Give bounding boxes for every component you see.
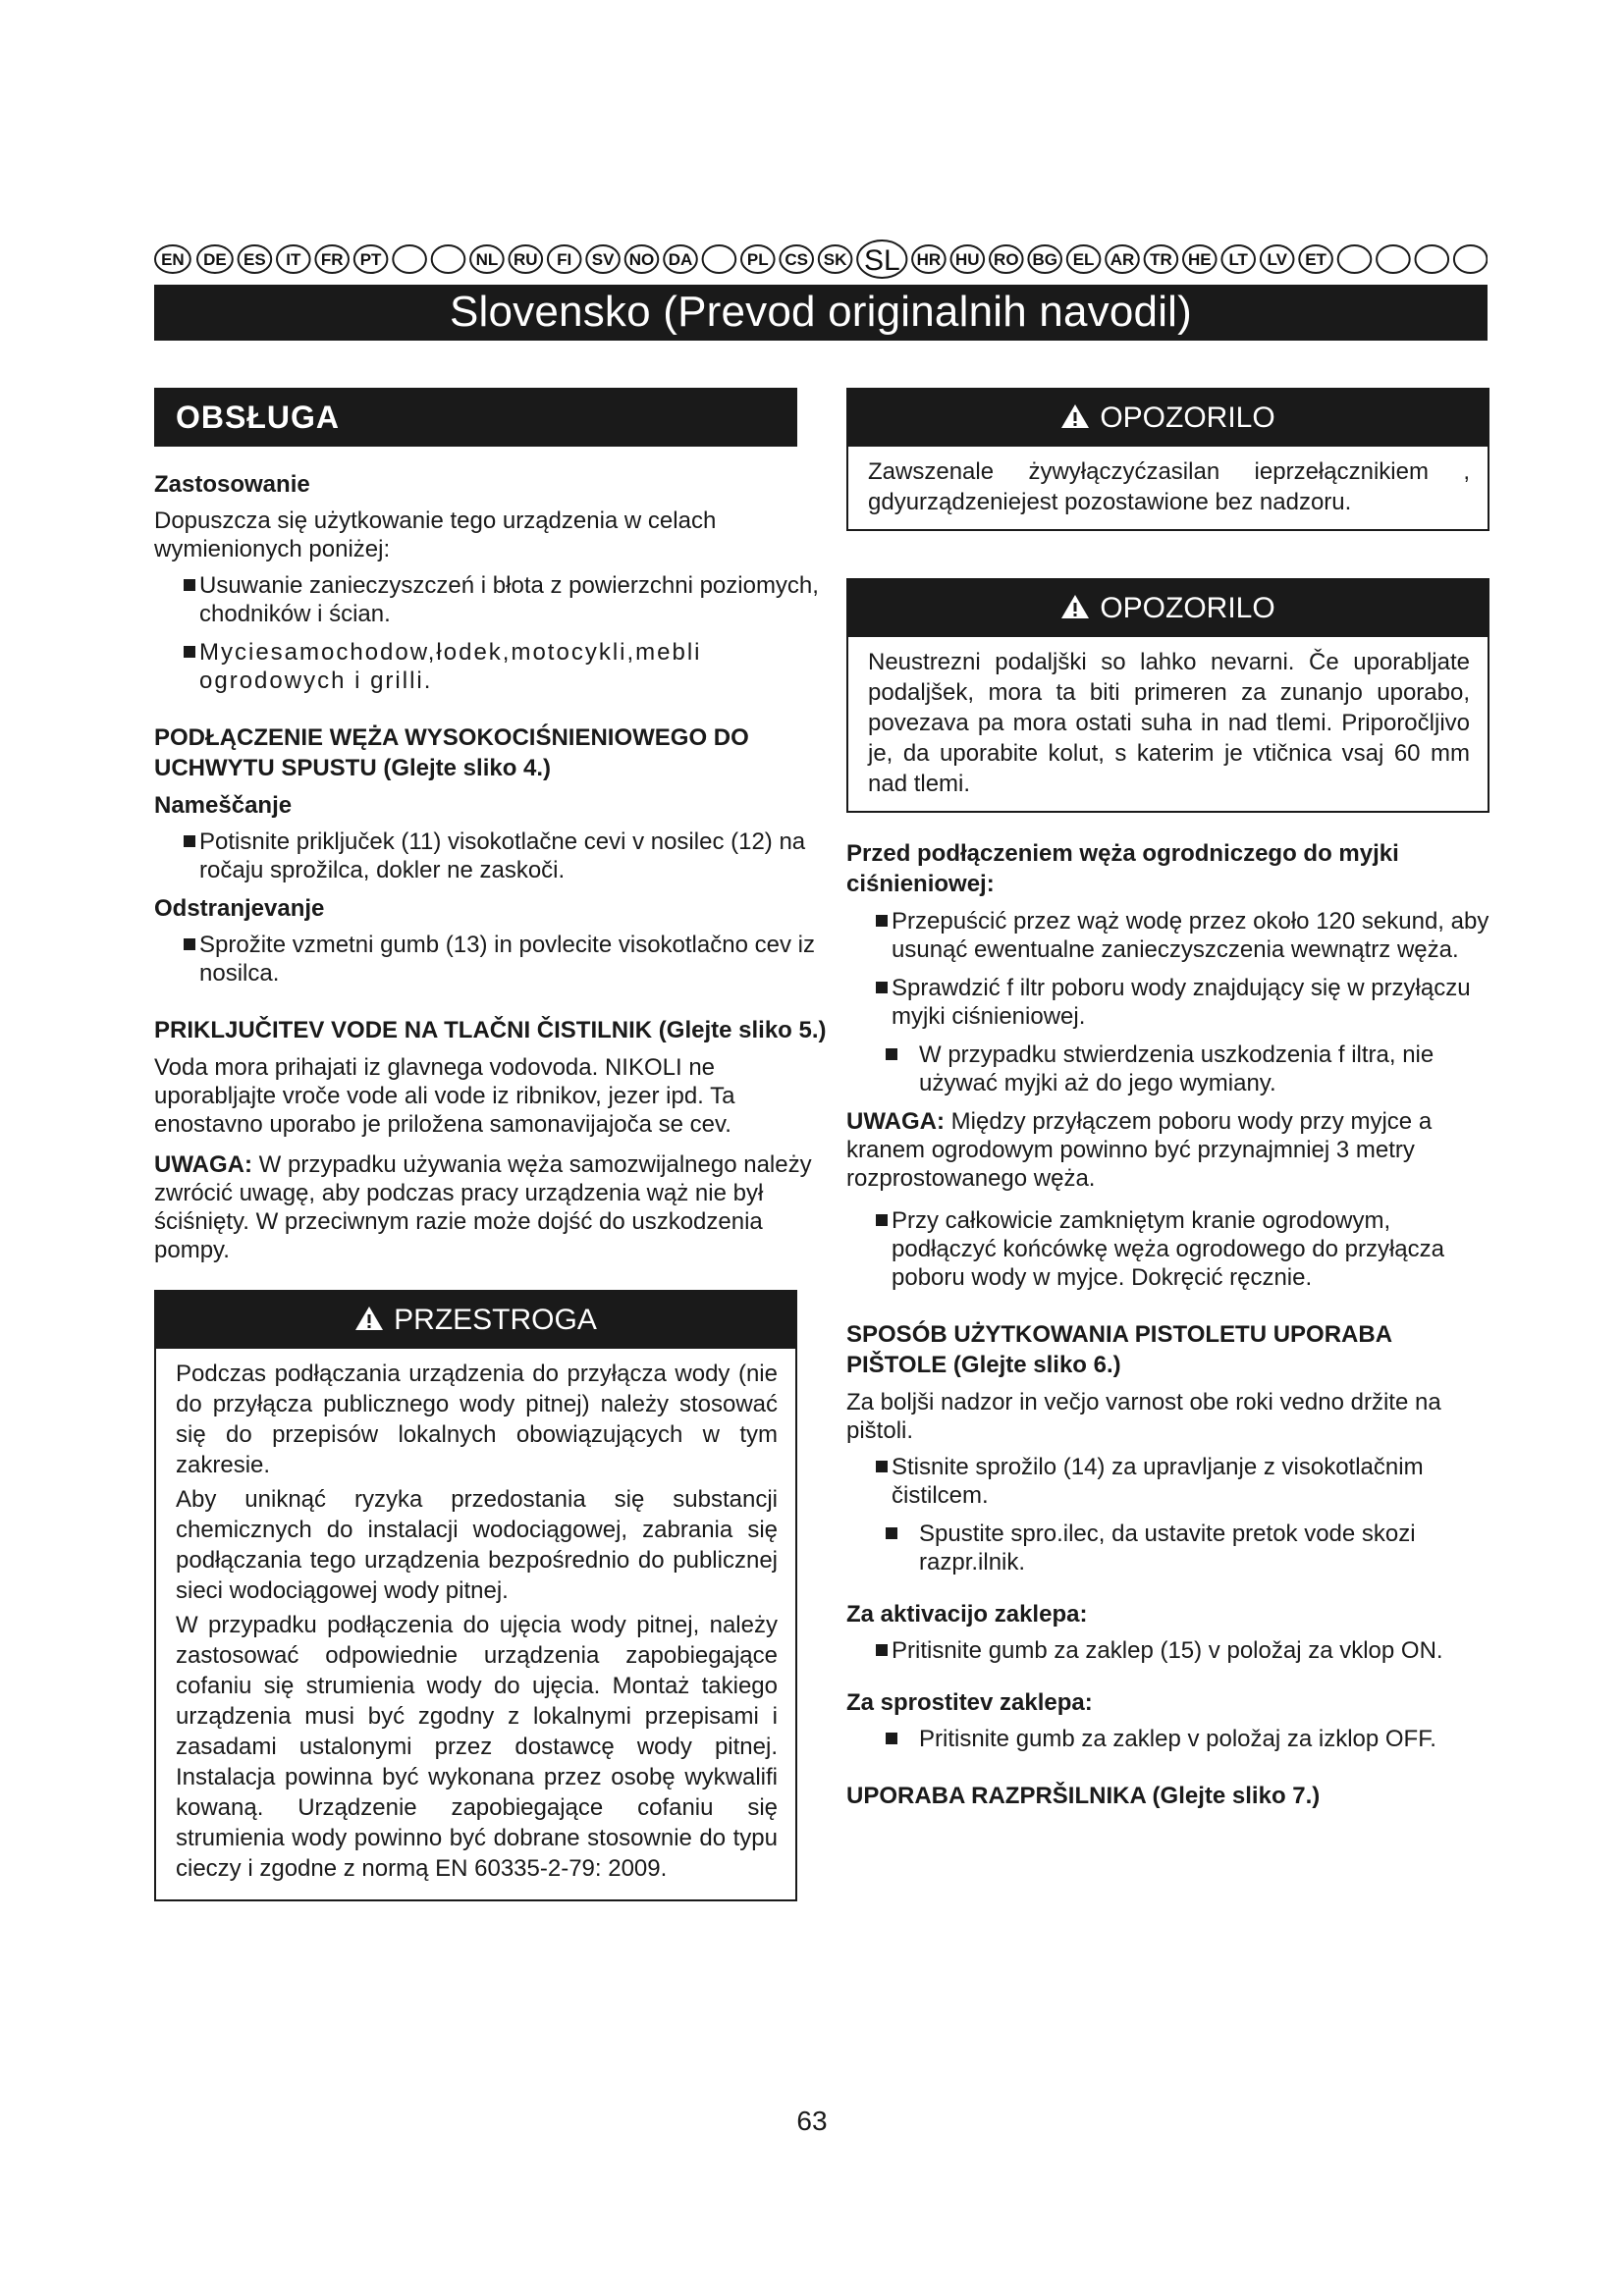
list-item (846, 1453, 1489, 1510)
page-number: 63 (796, 2106, 828, 2136)
right-column (846, 388, 1489, 1819)
language-tab-label: DA (668, 250, 693, 269)
list-przy (846, 1206, 1489, 1292)
warning-box-2 (846, 578, 1489, 813)
caution-box-title: PRZESTROGA (394, 1304, 597, 1336)
heading-razprsilnik: UPORABA RAZPRŠILNIKA (Glejte sliko 7.) (846, 1783, 1321, 1809)
list-item-text: Spustite spro.ilec, da ustavite pretok vode skozi razpr.ilnik. (919, 1521, 1416, 1575)
warning-box-header (848, 580, 1488, 637)
warning-box-title: OPOZORILO (1100, 592, 1275, 624)
note-text: Między przyłączem poboru wody przy myjce a kranem ogrodowym powinno być przynajmniej 3 metry rozprostowanego węża. (846, 1108, 1433, 1192)
list-item-text: Myciesamochodow,łodek,motocykli,mebli ogrodowych i grilli. (199, 639, 702, 694)
list-item (154, 571, 841, 628)
language-tab-label: NL (475, 250, 499, 269)
list-item (154, 828, 841, 884)
language-tab-label: LV (1267, 250, 1287, 269)
language-tab-blank-33[interactable] (1454, 245, 1488, 273)
warning-triangle-icon (1060, 594, 1090, 619)
bullet-icon (876, 982, 888, 993)
language-tab-label: EN (161, 250, 185, 269)
caution-paragraph: W przypadku podłączenia do ujęcia wody pitnej, należy zastosować odpowiednie urządzenia zapobiegające cofaniu się strumienia wody do ujęcia. Montaż takiego urządzenia musi być zgodny z lokalnymi przepisami i zasadami ustalonymi przez dostawcę wody pitnej. Instalacja powinna być wykonana przez osobę wykwalifi kowaną. Urządzenie zapobiegające cofaniu się strumienia wody powinno być dobrane stosownie do typu cieczy i zgodne z normą EN 60335-2-79: 2009. (176, 1612, 778, 1882)
list-przed (846, 907, 1489, 1031)
list-odstranjevanje (154, 931, 841, 988)
list-item-text: Stisnite sprožilo (14) za upravljanje z visokotlačnim čistilcem. (892, 1454, 1424, 1509)
language-tab-label: NO (628, 250, 655, 269)
bullet-icon (184, 646, 195, 658)
bullet-icon (876, 915, 888, 927)
heading-prikljucitev: PRIKLJUČITEV VODE NA TLAČNI ČISTILNIK (Glejte sliko 5.) (154, 1017, 827, 1043)
language-tab-label: SL (863, 244, 900, 277)
language-tab-label: ET (1305, 250, 1326, 269)
list-item (846, 907, 1489, 964)
language-tab-blank-30[interactable] (1338, 245, 1372, 273)
language-tab-label: PT (359, 250, 382, 269)
list-sposob (846, 1453, 1489, 1510)
list-item (846, 1206, 1489, 1292)
language-tab-label: AR (1110, 250, 1135, 269)
language-tabs-graphic (154, 240, 1488, 279)
list-namescanje (154, 828, 841, 884)
paragraph-sposob: Za boljši nadzor in večjo varnost obe roki vedno držite na pištoli. (846, 1389, 1441, 1444)
paragraph-prikljucitev: Voda mora prihajati iz glavnega vodovoda. NIKOLI ne uporabljajte vroče vode ali vode iz ribnikov, jezer ipd. Ta enostavno uporabo je priložena samonavijajoča se cev. (154, 1054, 735, 1138)
subheading-namescanje: Nameščanje (154, 792, 293, 819)
heading-przed-podlaczeniem: Przed podłączeniem węża ogrodniczego do myjki ciśnieniowej: (846, 840, 1399, 897)
note-text: W przypadku używania węża samozwijalnego należy zwrócić uwagę, aby podczas pracy urządzenia wąż nie był ściśnięty. W przeciwnym razie może dojść do uszkodzenia pompy. (154, 1151, 812, 1263)
subheading-zastosowanie: Zastosowanie (154, 471, 310, 498)
bullet-icon (876, 1214, 888, 1226)
warning-box-1 (846, 388, 1489, 531)
list-item (846, 1520, 1489, 1576)
language-tab-label: SK (823, 250, 847, 269)
language-tab-label: HR (916, 250, 942, 269)
language-tab-bar (154, 240, 1488, 279)
language-tab-label: DE (203, 250, 227, 269)
list-item-text: Przepuścić przez wąż wodę przez około 120 sekund, aby usunąć ewentualne zanieczyszczenia wewnątrz węża. (892, 908, 1489, 963)
language-tab-label: FI (557, 250, 572, 269)
warning-box-body: Neustrezni podaljški so lahko nevarni. Če uporabljate podaljšek, mora ta biti primeren za zunanjo uporabo, povezava pa mora ostati suha in nad tlemi. Priporočljivo je, da uporabite kolut, s katerim je vtičnica vsaj 60 mm nad tlemi. (868, 649, 1470, 797)
section-heading-obsluga: OBSŁUGA (154, 388, 797, 447)
language-tab-label: HE (1187, 250, 1212, 269)
bullet-icon (876, 1644, 888, 1656)
list-item-text: Usuwanie zanieczyszczeń i błota z powierzchni poziomych, chodników i ścian. (199, 572, 819, 627)
warning-box-body: Zawszenale żywyłączyćzasilan ieprzełącznikiem , gdyurządzeniejest pozostawione bez nadzoru. (868, 458, 1470, 515)
list-zastosowanie (154, 571, 841, 695)
language-tab-blank-7[interactable] (432, 245, 465, 273)
language-tab-label: LT (1228, 250, 1248, 269)
language-tab-blank-31[interactable] (1377, 245, 1410, 273)
list-item-text: Pritisnite gumb za zaklep v položaj za izklop OFF. (919, 1726, 1436, 1752)
language-tab-label: CS (785, 250, 809, 269)
list-item-text: Pritisnite gumb za zaklep (15) v položaj za vklop ON. (892, 1637, 1443, 1664)
language-tab-blank-14[interactable] (703, 245, 736, 273)
list-sprostitev (846, 1725, 1489, 1753)
subheading-aktivacijo: Za aktivacijo zaklepa: (846, 1601, 1088, 1628)
warning-triangle-icon (1060, 403, 1090, 429)
language-tab-label: EL (1072, 250, 1095, 269)
language-tab-label: FR (320, 250, 344, 269)
subheading-sprostitev: Za sprostitev zaklepa: (846, 1689, 1093, 1716)
language-tab-label: PL (746, 250, 769, 269)
list-item (846, 1725, 1489, 1753)
caution-paragraph: Podczas podłączania urządzenia do przyłącza wody (nie do przyłącza publicznego wody pitnej) należy stosować się do przepisów lokalnych obowiązujących w tym zakresie. (176, 1361, 778, 1478)
warning-box-header (848, 390, 1488, 447)
language-tab-label: BG (1032, 250, 1057, 269)
list-item-text: Potisnite priključek (11) visokotlačne cevi v nosilec (12) na ročaju sprožilca, dokler ne zaskoči. (199, 828, 806, 883)
list-przed-sub (846, 1041, 1489, 1097)
caution-box-body (156, 1349, 795, 1899)
warning-triangle-icon (354, 1306, 384, 1331)
list-item-text: Sprawdzić f iltr poboru wody znajdujący się w przyłączu myjki ciśnieniowej. (892, 975, 1471, 1030)
list-sposob-sub (846, 1520, 1489, 1576)
paragraph-zastosowanie: Dopuszcza się użytkowanie tego urządzenia w celach wymienionych poniżej: (154, 507, 717, 562)
language-tab-label: RO (994, 250, 1019, 269)
bullet-icon (184, 938, 195, 950)
language-tab-blank-32[interactable] (1416, 245, 1449, 273)
bullet-icon (886, 1733, 897, 1744)
language-tab-blank-6[interactable] (393, 245, 426, 273)
language-tab-label: HU (955, 250, 980, 269)
list-item-text: W przypadku stwierdzenia uszkodzenia f iltra, nie używać myjki aż do jego wymiany. (919, 1041, 1435, 1096)
list-item (846, 1636, 1489, 1665)
bullet-icon (886, 1527, 897, 1539)
heading-podlaczenie: PODŁĄCZENIE WĘŻA WYSOKOCIŚNIENIOWEGO DO UCHWYTU SPUSTU (Glejte sliko 4.) (154, 724, 749, 781)
bullet-icon (184, 579, 195, 591)
language-tab-label: TR (1150, 250, 1172, 269)
note-uwaga-right (846, 1107, 1489, 1193)
left-column (154, 388, 841, 1927)
list-item-text: Sprožite vzmetni gumb (13) in povlecite visokotlačno cev iz nosilca. (199, 932, 815, 987)
list-item (154, 931, 841, 988)
note-label: UWAGA: (154, 1151, 252, 1178)
caution-paragraph: Aby uniknąć ryzyka przedostania się substancji chemicznych do instalacji wodociągowej, zabrania się podłączania tego urządzenia bezpośrednio do publicznej sieci wodociągowej wody pitnej. (176, 1486, 778, 1604)
page-title: Slovensko (Prevod originalnih navodil) (154, 285, 1488, 341)
note-label: UWAGA: (846, 1108, 945, 1135)
subheading-odstranjevanje: Odstranjevanje (154, 895, 325, 922)
list-item (154, 638, 841, 695)
bullet-icon (886, 1048, 897, 1060)
bullet-icon (184, 835, 195, 847)
language-tab-label: ES (244, 250, 266, 269)
list-item-text: Przy całkowicie zamkniętym kranie ogrodowym, podłączyć końcówkę węża ogrodowego do przyłącza poboru wody w myjce. Dokręcić ręcznie. (892, 1207, 1444, 1291)
caution-box-header (156, 1292, 795, 1349)
language-tab-label: SV (591, 250, 615, 269)
language-tab-label: IT (286, 250, 301, 269)
list-item (846, 974, 1489, 1031)
bullet-icon (876, 1461, 888, 1472)
language-tab-label: RU (514, 250, 538, 269)
warning-box-title: OPOZORILO (1100, 401, 1275, 434)
note-uwaga-left (154, 1150, 841, 1264)
list-aktivacijo (846, 1636, 1489, 1665)
heading-sposob: SPOSÓB UŻYTKOWANIA PISTOLETU UPORABA PIŠTOLE (Glejte sliko 6.) (846, 1321, 1392, 1378)
list-item (846, 1041, 1489, 1097)
caution-box-przestroga (154, 1290, 797, 1901)
